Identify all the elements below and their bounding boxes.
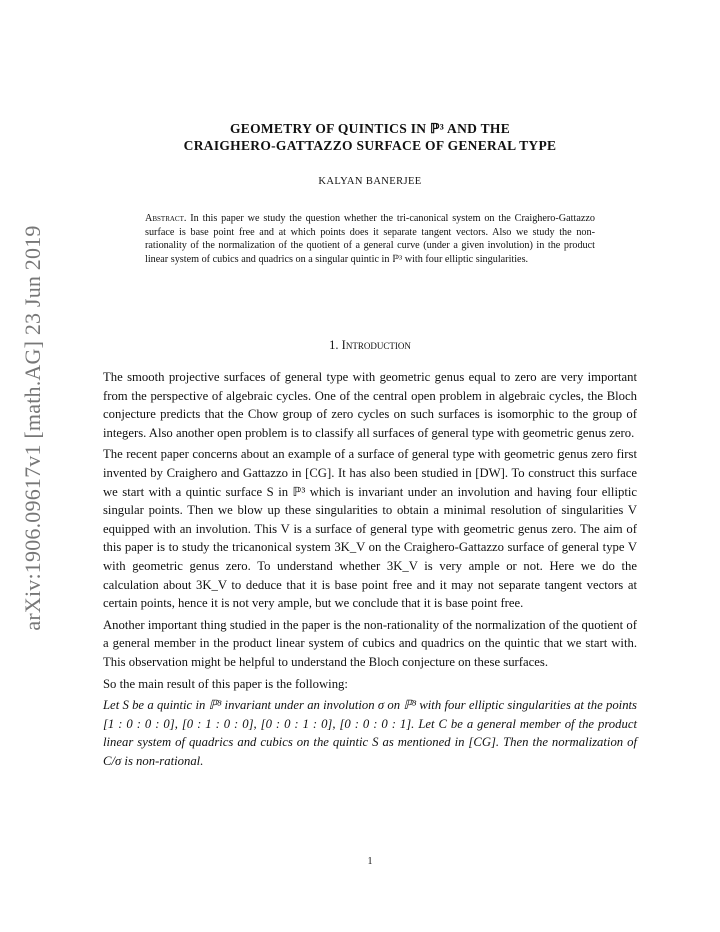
page-number: 1 <box>367 856 373 867</box>
paper-title <box>100 120 640 154</box>
author: KALYAN BANERJEE <box>318 176 422 187</box>
paragraph: So the main result of this paper is the following: <box>103 676 348 691</box>
abstract <box>145 212 595 266</box>
title-line-1: GEOMETRY OF QUINTICS IN ℙ³ AND THE <box>229 121 511 136</box>
body-text <box>103 368 637 773</box>
title-line-2: CRAIGHERO-GATTAZZO SURFACE OF GENERAL TYPE <box>183 138 557 153</box>
abstract-label: Abstract. <box>145 213 187 224</box>
theorem-statement: Let S be a quintic in ℙ³ invariant under an involution σ on ℙ³ with four elliptic singularities at the points [1 : 0 : 0 : 0], [0 : 1 : 0 : 0], [0 : 0 : 1 : 0], [0 : 0 : 0 : 1]. Let C be a general member of the product linear system of quadrics and cubics on the quintic S as mentioned in [CG]. Then the normalization of C/σ is non-rational. <box>103 698 637 768</box>
paragraph: The recent paper concerns about an example of a surface of general type with geometric genus zero first invented by Craighero and Gattazzo in [CG]. It has also been studied in [DW]. To construct this surface we start with a quintic surface S in ℙ³ which is invariant under an involution and having four elliptic singular points. Then we blow up these singularities to obtain a minimal resolution of singularities V equipped with an involution. This V is a surface of general type with geometric genus zero. The aim of this paper is to study the tricanonical system 3K_V on the Craighero-Gattazzo surface of general type V with geometric genus zero. To understand whether 3K_V is very ample or not. Here we do the calculation about 3K_V to deduce that it is base point free and it may not separate tangent vectors at certain points, hence it is not very ample, but we conclude that it is base point free. <box>103 447 637 611</box>
abstract-text: In this paper we study the question whether the tri-canonical system on the Craighero-Gattazzo surface is base point free and at which points does it separate tangent vectors. Also we study the non-rationality of the normalization of the quotient of a general curve (under a given involution) in the product linear system of cubics and quadrics on a singular quintic in ℙ³ with four elliptic singularities. <box>145 213 595 265</box>
arxiv-stamp <box>18 208 48 648</box>
arxiv-stamp-text: arXiv:1906.09617v1 [math.AG] 23 Jun 2019 <box>20 225 45 631</box>
paragraph: The smooth projective surfaces of general type with geometric genus equal to zero are very important from the perspective of algebraic cycles. One of the central open problem in algebraic cycles, the Bloch conjecture predicts that the Chow group of zero cycles on such surfaces is isomorphic to the group of integers. Also another open problem is to classify all surfaces of general type with geometric genus zero. <box>103 370 637 440</box>
section-heading: 1. Introduction <box>329 338 411 352</box>
paragraph: Another important thing studied in the paper is the non-rationality of the normalization of the quotient of a general member in the product linear system of cubics and quadrics on the quintic that we start with. This observation might be helpful to understand the Bloch conjecture on these surfaces. <box>103 617 637 669</box>
